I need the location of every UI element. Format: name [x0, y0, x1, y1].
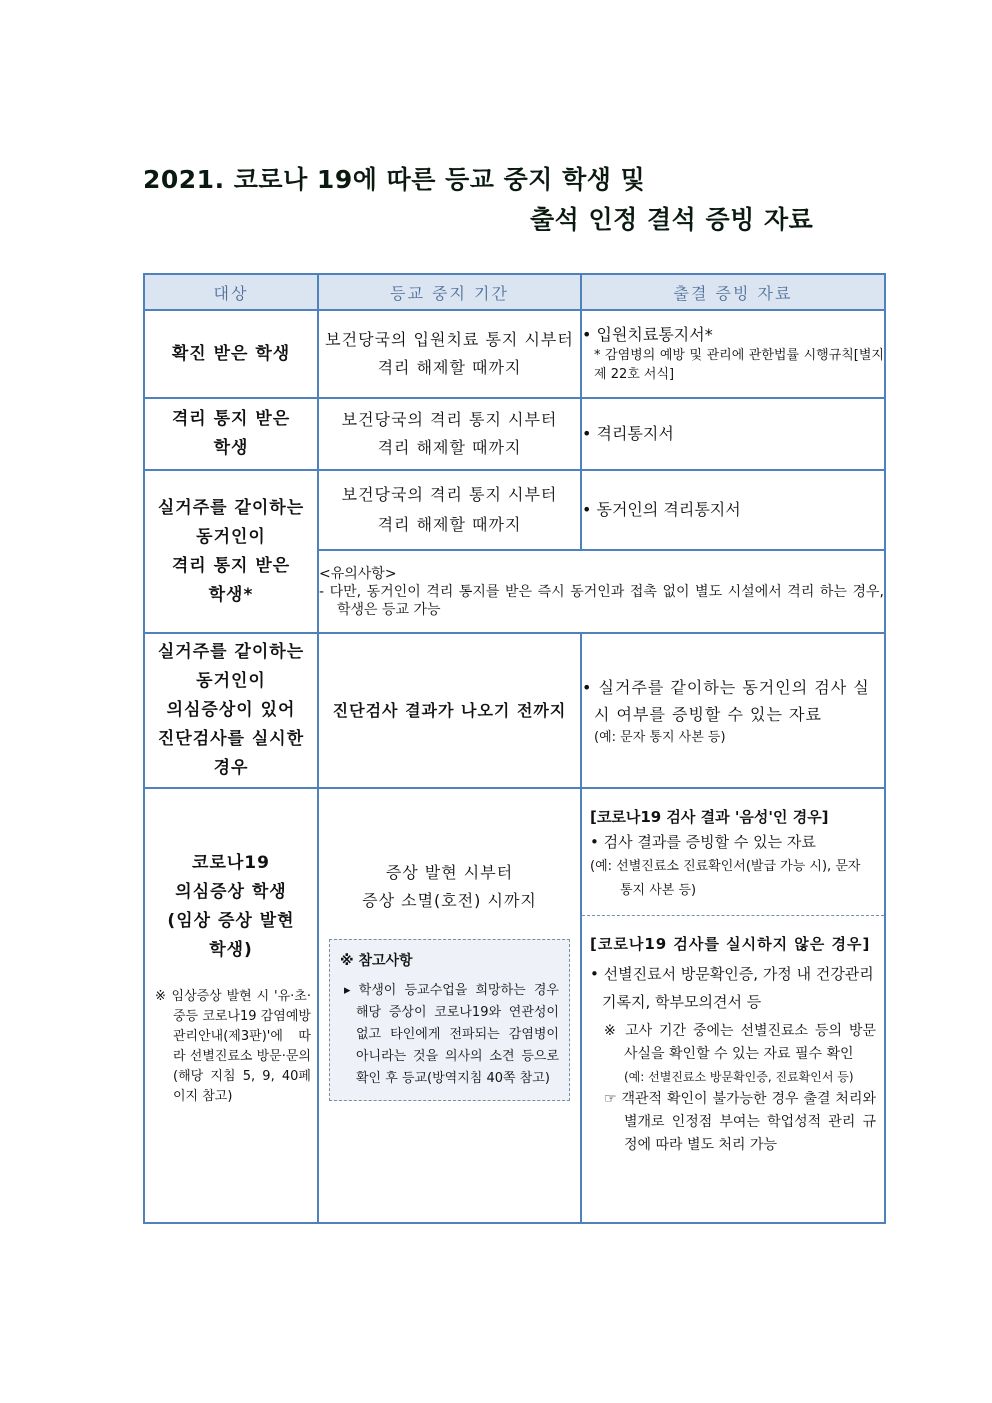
row1-evidence-item: • 입원치료통지서* — [582, 325, 713, 344]
row5-period-line2: 증상 소멸(호전) 시까지 — [362, 891, 537, 910]
row4-evidence-note: (예: 문자 통지 사본 등) — [594, 730, 726, 745]
row3-target-line1: 실거주를 같이하는 — [157, 497, 305, 518]
table-row — [144, 633, 885, 788]
row1-period-line1: 보건당국의 입원치료 통지 시부터 — [325, 330, 574, 349]
row3-target — [144, 470, 318, 633]
row5-evidence — [581, 788, 885, 1223]
evidence-b-exam-note: ※ 고사 기간 중에는 선별진료소 등의 방문 사실을 확인할 수 있는 자료 필수 확인 — [604, 1023, 876, 1062]
reference-body: ▸ 학생이 등교수업을 희망하는 경우 해당 증상이 코로나19와 연관성이 없고 타인에게 전파되는 감염병이 아니라는 것을 의사의 소견 등으로 확인 후 등교(방역지침 40쪽 참고) — [344, 983, 559, 1086]
row1-target: 확진 받은 학생 — [144, 310, 318, 398]
row5-target-line3: (임상 증상 발현 — [167, 911, 295, 931]
reference-box — [329, 939, 570, 1101]
row2-target — [144, 398, 318, 470]
row1-evidence — [581, 310, 885, 398]
row4-target — [144, 633, 318, 788]
table-header-row — [144, 274, 885, 310]
table-row — [144, 470, 885, 550]
row3-period — [318, 470, 581, 550]
evidence-a-item: • 검사 결과를 증빙할 수 있는 자료 — [590, 833, 816, 851]
row3-period-line2: 격리 해제할 때까지 — [377, 515, 522, 534]
row5-target-title — [151, 849, 311, 965]
attendance-table — [143, 273, 886, 1224]
row4-evidence-item: • 실거주를 같이하는 동거인의 검사 실시 여부를 증빙할 수 있는 자료 — [582, 678, 870, 724]
row4-evidence — [581, 633, 885, 788]
row3-note-title: <유의사항> — [319, 565, 397, 582]
evidence-divider — [582, 915, 884, 916]
row4-target-line5: 경우 — [213, 758, 249, 778]
row5-period-cell — [318, 788, 581, 1223]
evidence-b-grade-note: ☞ 객관적 확인이 불가능한 경우 출결 처리와 별개로 인정점 부여는 학업성적 관리 규정에 따라 별도 처리 가능 — [604, 1091, 876, 1153]
row3-note-body: - 다만, 동거인이 격리 통지를 받은 즉시 동거인과 접촉 없이 별도 시설에서 격리 하는 경우, 학생은 등교 가능 — [319, 583, 884, 618]
row5-target-line4: 학생) — [209, 940, 253, 960]
row5-period — [319, 859, 580, 915]
table-row — [144, 788, 885, 1223]
reference-title: ※ 참고사항 — [340, 953, 413, 969]
row2-period-line2: 격리 해제할 때까지 — [377, 438, 522, 457]
evidence-a-heading: [코로나19 검사 결과 '음성'인 경우] — [590, 808, 829, 826]
row5-target — [144, 788, 318, 1223]
row3-note — [318, 550, 885, 633]
evidence-b-item: • 선별진료서 방문확인증, 가정 내 건강관리 기록지, 학부모의견서 등 — [590, 965, 874, 1011]
row1-period — [318, 310, 581, 398]
row2-evidence: • 격리통지서 — [581, 398, 885, 470]
row4-target-line2: 동거인이 — [196, 671, 266, 691]
row1-evidence-note: * 감염병의 예방 및 관리에 관한법률 시행규칙[별지 제 22호 서식] — [594, 348, 884, 382]
row5-target-line1: 코로나19 — [192, 853, 270, 873]
evidence-b-heading: [코로나19 검사를 실시하지 않은 경우] — [590, 935, 871, 953]
header-evidence: 출결 증빙 자료 — [581, 274, 885, 310]
row4-target-line4: 진단검사를 실시한 — [157, 729, 305, 749]
row2-period — [318, 398, 581, 470]
evidence-a-example: (예: 선별진료소 진료확인서(발급 가능 시), 문자 통지 사본 등) — [590, 859, 861, 898]
row2-target-line1: 격리 통지 받은 — [171, 409, 291, 429]
title-line-1: 2021. 코로나 19에 따른 등교 중지 학생 및 — [143, 165, 646, 194]
row3-target-line3: 격리 통지 받은 — [171, 555, 291, 576]
row3-period-line1: 보건당국의 격리 통지 시부터 — [341, 485, 558, 504]
row4-target-line1: 실거주를 같이하는 — [157, 642, 305, 662]
row1-period-line2: 격리 해제할 때까지 — [377, 358, 522, 377]
title-line-2: 출석 인정 결석 증빙 자료 — [530, 205, 814, 234]
row5-target-note: ※ 임상증상 발현 시 '유·초·중등 코로나19 감염예방 관리안내(제3판)'에 따라 선별진료소 방문·문의(해당 지침 5, 9, 40페이지 참고) — [155, 989, 311, 1104]
header-period: 등교 중지 기간 — [318, 274, 581, 310]
row5-target-line2: 의심증상 학생 — [175, 882, 287, 902]
header-target: 대상 — [144, 274, 318, 310]
row2-target-line2: 학생 — [213, 438, 249, 458]
row4-period: 진단검사 결과가 나오기 전까지 — [318, 633, 581, 788]
row5-period-line1: 증상 발현 시부터 — [385, 863, 514, 882]
row3-evidence: • 동거인의 격리통지서 — [581, 470, 885, 550]
row3-target-line2: 동거인이 — [196, 526, 266, 547]
row3-target-line4: 학생* — [208, 584, 254, 605]
table-row — [144, 398, 885, 470]
row2-period-line1: 보건당국의 격리 통지 시부터 — [341, 410, 558, 429]
table-row — [144, 310, 885, 398]
row4-target-line3: 의심증상이 있어 — [166, 700, 296, 720]
evidence-b-exam-example: (예: 선별진료소 방문확인증, 진료확인서 등) — [624, 1070, 854, 1084]
